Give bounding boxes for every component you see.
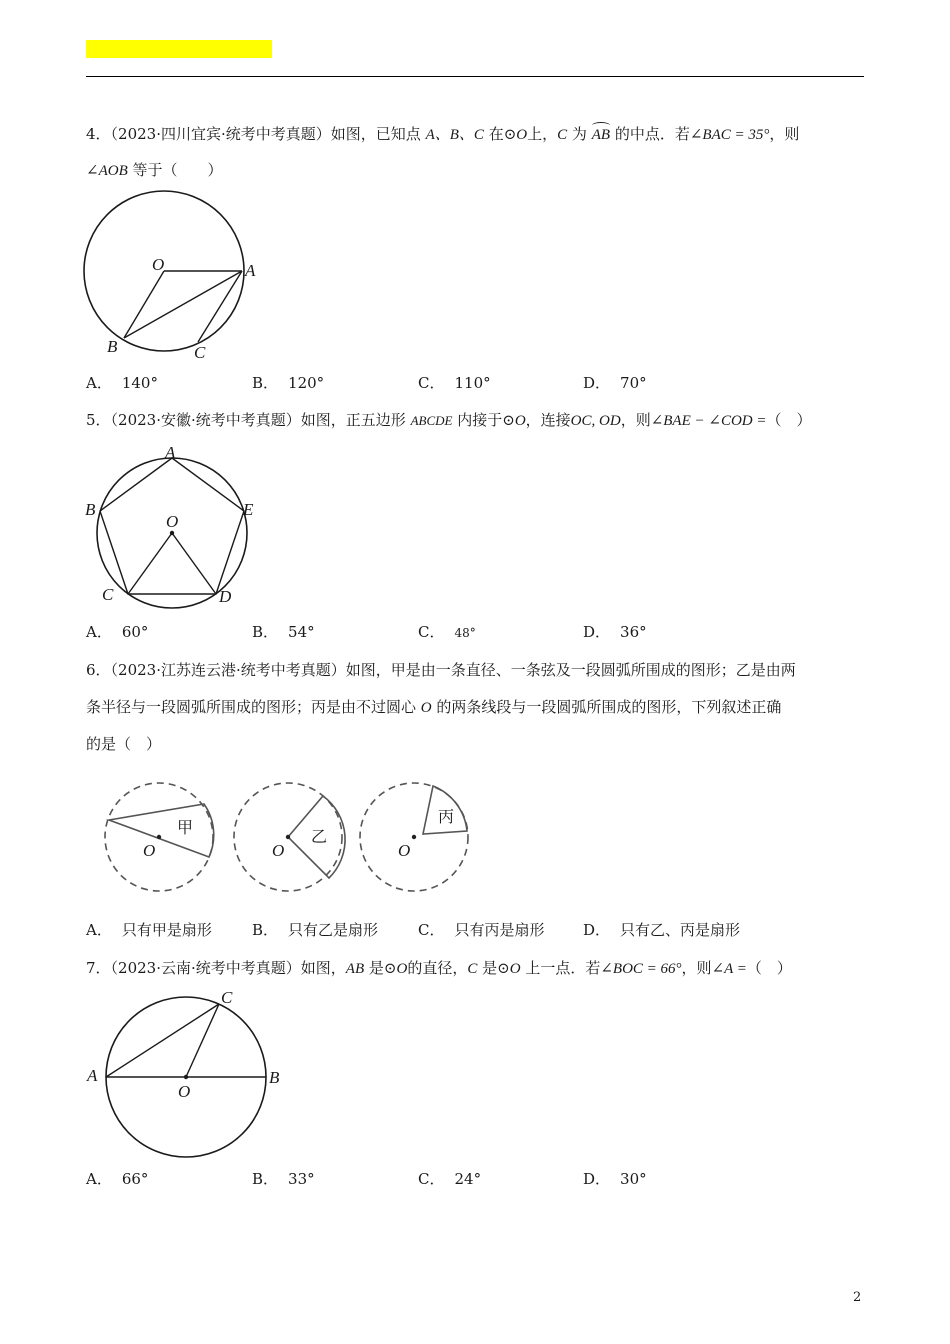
segment-ob — [124, 271, 164, 338]
option-b[interactable]: B． 只有乙是扇形 — [252, 921, 379, 939]
label-a: A — [245, 261, 256, 280]
center-dot-jia — [157, 835, 161, 839]
center-dot-bing — [412, 835, 416, 839]
label-b: B — [269, 1068, 280, 1087]
arc-ab-notation: AB — [592, 124, 610, 146]
segment-od — [172, 533, 216, 594]
question-5-source: （2023·安徽·统考中考真题） — [110, 411, 301, 429]
option-d[interactable]: D． 30° — [583, 1170, 647, 1188]
question-5-line-1: 5．（2023·安徽·统考中考真题）如图，正五边形 ABCDE 内接于⊙O，连接OC, OD，则∠BAE − ∠COD =（ ） — [86, 411, 812, 429]
center-dot-yi — [286, 835, 290, 839]
option-b[interactable]: B． 33° — [252, 1170, 315, 1188]
question-7-source: （2023·云南·统考中考真题） — [110, 959, 301, 977]
figure-bing — [360, 783, 468, 891]
label-o: O — [152, 255, 165, 274]
label-a: A — [165, 443, 176, 462]
label-c: C — [102, 585, 114, 604]
segment-oc — [128, 533, 172, 594]
label-o-jia: O — [143, 841, 156, 860]
option-c[interactable]: C． 48° — [418, 623, 476, 641]
question-6-line-2: 条半径与一段圆弧所围成的图形；丙是由不过圆心 O 的两条线段与一段圆弧所围成的图形，下列叙述正确 — [86, 698, 782, 716]
header-rule — [86, 76, 864, 77]
label-c: C — [194, 343, 206, 362]
label-a: A — [87, 1066, 98, 1085]
label-e: E — [243, 500, 254, 519]
label-b: B — [107, 337, 118, 356]
option-a[interactable]: A． 140° — [86, 374, 158, 392]
option-a[interactable]: A． 60° — [86, 623, 149, 641]
region-jia — [109, 804, 214, 857]
center-dot — [170, 531, 174, 535]
question-6-line-1: 6．（2023·江苏连云港·统考中考真题）如图，甲是由一条直径、一条弦及一段圆弧所围成的图形；乙是由两 — [86, 661, 796, 679]
question-7-figure — [80, 985, 295, 1165]
label-o: O — [166, 512, 179, 531]
option-b[interactable]: B． 54° — [252, 623, 315, 641]
label-c: C — [221, 988, 233, 1007]
page-number: 2 — [853, 1290, 862, 1305]
option-c[interactable]: C． 110° — [418, 374, 491, 392]
option-d[interactable]: D． 36° — [583, 623, 647, 641]
option-c[interactable]: C． 24° — [418, 1170, 482, 1188]
question-4-line-1: 4．（2023·四川宜宾·统考中考真题）如图，已知点 A、B、C 在⊙O上，C 为 AB 的中点．若∠BAC = 35°，则 — [86, 123, 799, 146]
question-6-source: （2023·江苏连云港·统考中考真题） — [110, 661, 346, 679]
question-6-line-3: 的是（ ） — [86, 735, 162, 753]
label-bing: 丙 — [438, 807, 455, 826]
option-a[interactable]: A． 只有甲是扇形 — [86, 921, 212, 939]
center-dot — [184, 1075, 188, 1079]
option-c[interactable]: C． 只有丙是扇形 — [418, 921, 545, 939]
label-o-yi: O — [272, 841, 285, 860]
option-d[interactable]: D． 只有乙、丙是扇形 — [583, 921, 741, 939]
option-d[interactable]: D． 70° — [583, 374, 647, 392]
question-5-number: 5． — [86, 411, 111, 429]
question-6-number: 6． — [86, 661, 111, 679]
question-5-figure — [80, 440, 280, 610]
figure-jia — [105, 783, 214, 891]
question-6-figure — [100, 775, 480, 905]
question-7-line-1: 7．（2023·云南·统考中考真题）如图，AB 是⊙O的直径，C 是⊙O 上一点．若∠BOC = 66°，则∠A =（ ） — [86, 959, 792, 977]
header-highlight-bar — [86, 40, 272, 58]
question-4-figure — [80, 190, 280, 370]
question-4-source: （2023·四川宜宾·统考中考真题） — [110, 125, 331, 143]
label-o-bing: O — [398, 841, 411, 860]
question-4-line-2: ∠AOB 等于（ ） — [86, 161, 223, 179]
label-d: D — [219, 587, 232, 606]
figure-yi — [234, 783, 345, 891]
label-b: B — [85, 500, 96, 519]
label-o: O — [178, 1082, 191, 1101]
question-7-number: 7． — [86, 959, 111, 977]
question-4-number: 4． — [86, 125, 111, 143]
label-jia: 甲 — [177, 818, 194, 837]
segment-ab — [124, 271, 242, 338]
option-a[interactable]: A． 66° — [86, 1170, 149, 1188]
option-b[interactable]: B． 120° — [252, 374, 325, 392]
label-yi: 乙 — [311, 827, 328, 846]
